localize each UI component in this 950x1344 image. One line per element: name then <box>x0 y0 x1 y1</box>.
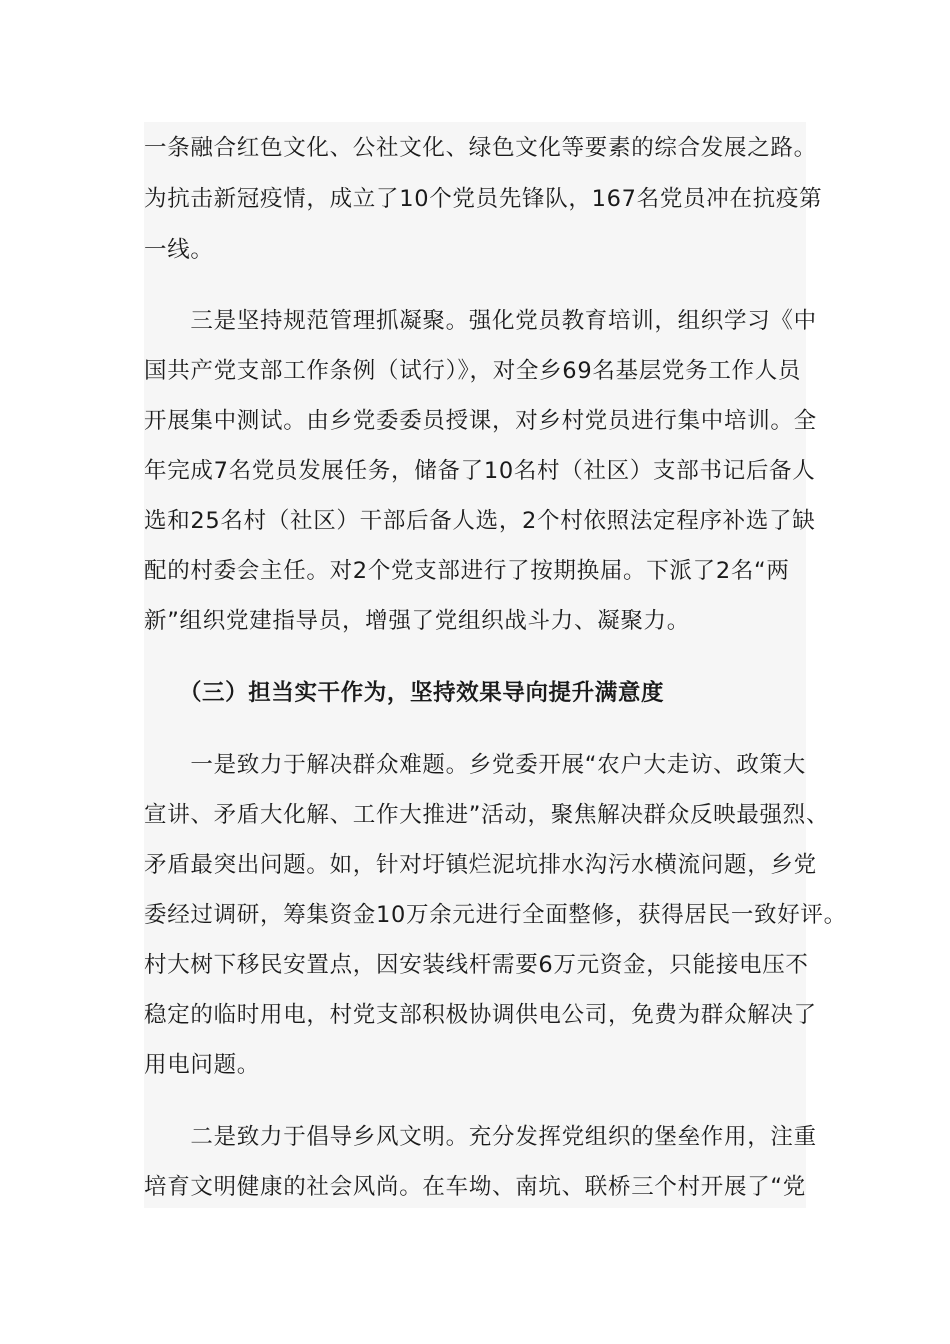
section-heading: （三）担当实干作为，坚持效果导向提升满意度 <box>144 680 665 706</box>
paragraph-line: 培育文明健康的社会风尚。在车坳、南坑、联桥三个村开展了“党 <box>144 1174 806 1200</box>
paragraph-line: 用电问题。 <box>144 1052 261 1078</box>
paragraph-line: 选和25名村（社区）干部后备人选，2个村依照法定程序补选了缺 <box>144 508 816 534</box>
paragraph-line: 开展集中测试。由乡党委委员授课，对乡村党员进行集中培训。全 <box>144 408 817 434</box>
paragraph-line: 年完成7名党员发展任务，储备了10名村（社区）支部书记后备人 <box>144 458 816 484</box>
paragraph-line: 配的村委会主任。对2个党支部进行了按期换届。下派了2名“两 <box>144 558 790 584</box>
paragraph-line: 为抗击新冠疫情，成立了10个党员先锋队，167名党员冲在抗疫第 <box>144 186 823 212</box>
paragraph-line: 一线。 <box>144 237 214 263</box>
paragraph-line: 二是致力于倡导乡风文明。充分发挥党组织的堡垒作用，注重 <box>144 1124 817 1150</box>
paragraph-line: 三是坚持规范管理抓凝聚。强化党员教育培训，组织学习《中 <box>144 308 817 334</box>
paragraph-line: 稳定的临时用电，村党支部积极协调供电公司，免费为群众解决了 <box>144 1002 817 1028</box>
paragraph-line: 委经过调研，筹集资金10万余元进行全面整修，获得居民一致好评。 <box>144 902 847 928</box>
paragraph-line: 国共产党支部工作条例（试行）》，对全乡69名基层党务工作人员 <box>144 358 802 384</box>
paragraph-line: 一条融合红色文化、公社文化、绿色文化等要素的综合发展之路。 <box>144 135 817 161</box>
paragraph-line: 新”组织党建指导员，增强了党组织战斗力、凝聚力。 <box>144 608 690 634</box>
paragraph-line: 矛盾最突出问题。如，针对圩镇烂泥坑排水沟污水横流问题，乡党 <box>144 852 817 878</box>
paragraph-line: 一是致力于解决群众难题。乡党委开展“农户大走访、政策大 <box>144 752 806 778</box>
paragraph-line: 村大树下移民安置点，因安装线杆需要6万元资金，只能接电压不 <box>144 952 809 978</box>
paragraph-line: 宣讲、矛盾大化解、工作大推进”活动，聚焦解决群众反映最强烈、 <box>144 802 830 828</box>
